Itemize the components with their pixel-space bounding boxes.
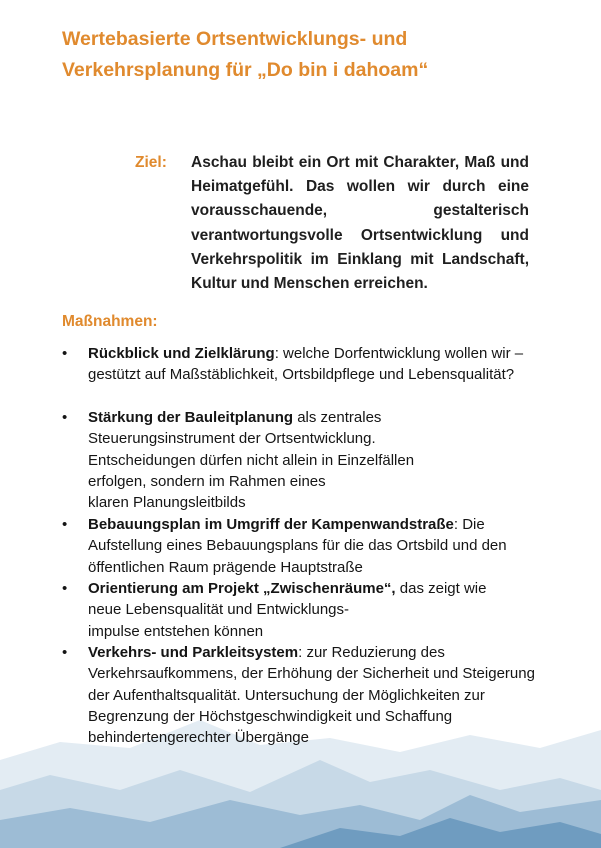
list-item [62, 343, 542, 407]
measure-text-line-5: klaren Planungsleitbilds [88, 494, 246, 512]
list-item [62, 407, 542, 514]
measure-text-line-2: neue Lebensqualität und Entwicklungs- [88, 601, 350, 619]
measure-title: Stärkung der Bauleitplanung [88, 409, 294, 426]
measure-title: Bebauungsplan im Umgriff der Kampenwandstraße [88, 516, 454, 533]
bullet-icon: • [62, 345, 68, 362]
measure-text-line-1: als zentrales [293, 409, 382, 426]
title-line-2: Verkehrsplanung für „Do bin i dahoam“ [62, 59, 429, 81]
list-item [62, 642, 542, 772]
list-item [62, 578, 542, 642]
measure-text-line-4: erfolgen, sondern im Rahmen eines [88, 472, 326, 490]
measure-text-line-3: impulse entstehen können [88, 622, 264, 640]
goal-label: Ziel: [135, 154, 167, 171]
measure-text: : zur Reduzierung des Verkehrsaufkommens, der Erhöhung der Sicherheit und Steigerung der Aufenthaltsqualität. Untersuchung der Möglichkeiten zur Begrenzung der Höchstgeschwindigkeit und Schaffung behindertengerechter Übergänge [88, 644, 535, 747]
measure-text: : welche Dorfentwicklung wollen wir – gestützt auf Maßstäblichkeit, Ortsbildpflege und Lebensqualität? [88, 345, 524, 384]
measure-text-line-2: Steuerungsinstrument der Ortsentwicklung. [88, 430, 376, 448]
bullet-icon: • [62, 516, 68, 533]
bullet-icon: • [62, 580, 68, 597]
measure-text-line-1: das zeigt wie [395, 580, 487, 597]
measure-title: Verkehrs- und Parkleitsystem [88, 644, 299, 661]
measures-list [62, 343, 542, 772]
measure-title: Rückblick und Zielklärung [88, 345, 275, 362]
list-item [62, 514, 542, 578]
bullet-icon: • [62, 409, 68, 426]
measure-text: : Die Aufstellung eines Bebauungsplans für die das Ortsbild und den öffentlichen Raum prägende Hauptstraße [88, 516, 507, 576]
measure-title: Orientierung am Projekt „Zwischenräume“, [88, 580, 396, 597]
bullet-icon: • [62, 644, 68, 661]
goal-text: Aschau bleibt ein Ort mit Charakter, Maß und Heimatgefühl. Das wollen wir durch eine vorausschauende, gestalterisch verantwortungsvolle Ortsentwicklung und Verkehrspolitik im Einklang mit Landschaft, Kultur und Menschen erreichen. [191, 154, 529, 293]
measure-text-line-3: Entscheidungen dürfen nicht allein in Einzelfällen [88, 451, 415, 469]
document-title [62, 24, 562, 86]
measures-heading: Maßnahmen: [62, 313, 158, 330]
title-line-1: Wertebasierte Ortsentwicklungs- und [62, 28, 408, 50]
